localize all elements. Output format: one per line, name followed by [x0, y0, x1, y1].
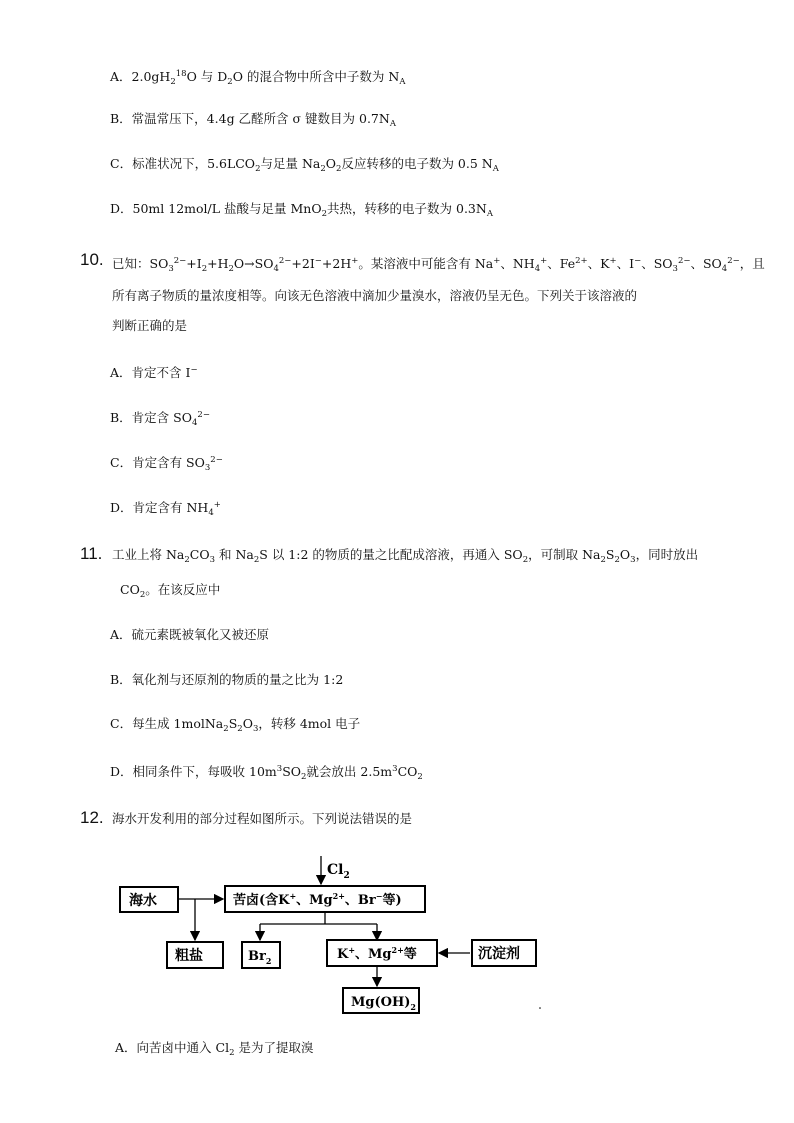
- mgoh2-label: $Mg(OH)_2$: [351, 995, 416, 1012]
- q9-option-a: A．$2.0gH_2^{18}O$ 与 $D_2O$ 的混合物中所含中子数为 $N_A$: [110, 69, 406, 87]
- stray-dot: [539, 1007, 541, 1009]
- q11-option-d: D．相同条件下，每吸收 $10m^3SO_2$就会放出 $2.5m^3CO_2$: [110, 764, 423, 782]
- q11-option-b: B．氧化剂与还原剂的物质的量之比为 1:2: [110, 672, 344, 687]
- q11-number: 11.: [80, 544, 103, 563]
- precipitant-label: 沉淀剂: [478, 946, 520, 962]
- q10-number: 10.: [80, 250, 104, 269]
- q10-option-d: D．肯定含有 $NH_4^+$: [110, 500, 221, 518]
- q9-option-b: B．常温常压下，4.4g 乙醛所含 σ 键数目为 $0.7N_A$: [110, 111, 396, 129]
- crude-salt-label: 粗盐: [175, 948, 203, 964]
- q11-option-a: A．硫元素既被氧化又被还原: [110, 627, 270, 642]
- q10-stem-line1: 已知：$SO_3^{2-}+I_2+H_2O\to SO_4^{2-}+2I^-+2H^+$。某溶液中可能含有 Na+、$NH_4^+$、$Fe^{2+}$、K+、I−、$SO_3^{2-}$、$SO_4^{2-}$，且: [112, 256, 765, 274]
- q11-stem-line1: 工业上将 $Na_2CO_3$ 和 $Na_2S$ 以 1:2 的物质的量之比配成溶液，再通入 $SO_2$，可制取 $Na_2S_2O_3$，同时放出: [112, 547, 699, 565]
- bittern-label: 苦卤(含K+、$Mg^{2+}$、Br−等): [233, 891, 402, 908]
- q9-option-d: D．50ml 12mol/L 盐酸与足量 MnO$_2$共热，转移的电子数为 $0.3N_A$: [110, 201, 493, 219]
- k-mg-label: K+、$Mg^{2+}$等: [337, 945, 417, 962]
- q12-option-a: A．向苦卤中通入 $Cl_2$ 是为了提取溴: [115, 1040, 314, 1058]
- q9-option-c: C．标准状况下，$5.6LCO_2$与足量 $Na_2O_2$反应转移的电子数为 0.5 $N_A$: [110, 156, 499, 174]
- q12-number: 12.: [80, 808, 104, 827]
- q10-stem-line3: 判断正确的是: [112, 318, 188, 333]
- q10-option-a: A．肯定不含 I−: [110, 365, 198, 380]
- q10-option-c: C．肯定含有 $SO_3^{2-}$: [110, 455, 223, 473]
- br2-label: $Br_2$: [248, 949, 272, 966]
- seawater-process-diagram: [115, 852, 555, 1022]
- q11-stem-line2: $CO_2$。在该反应中: [120, 582, 221, 600]
- seawater-label: 海水: [129, 893, 157, 909]
- q12-stem-line1: 海水开发利用的部分过程如图所示。下列说法错误的是: [112, 811, 413, 826]
- cl2-label: $Cl_2$: [327, 862, 350, 881]
- q10-option-b: B．肯定含 $SO_4^{2-}$: [110, 410, 210, 428]
- q10-stem-line2: 所有离子物质的量浓度相等。向该无色溶液中滴加少量溴水，溶液仍呈无色。下列关于该溶液的: [112, 288, 638, 303]
- q11-option-c: C．每生成 $1molNa_2S_2O_3$，转移 4mol 电子: [110, 716, 361, 734]
